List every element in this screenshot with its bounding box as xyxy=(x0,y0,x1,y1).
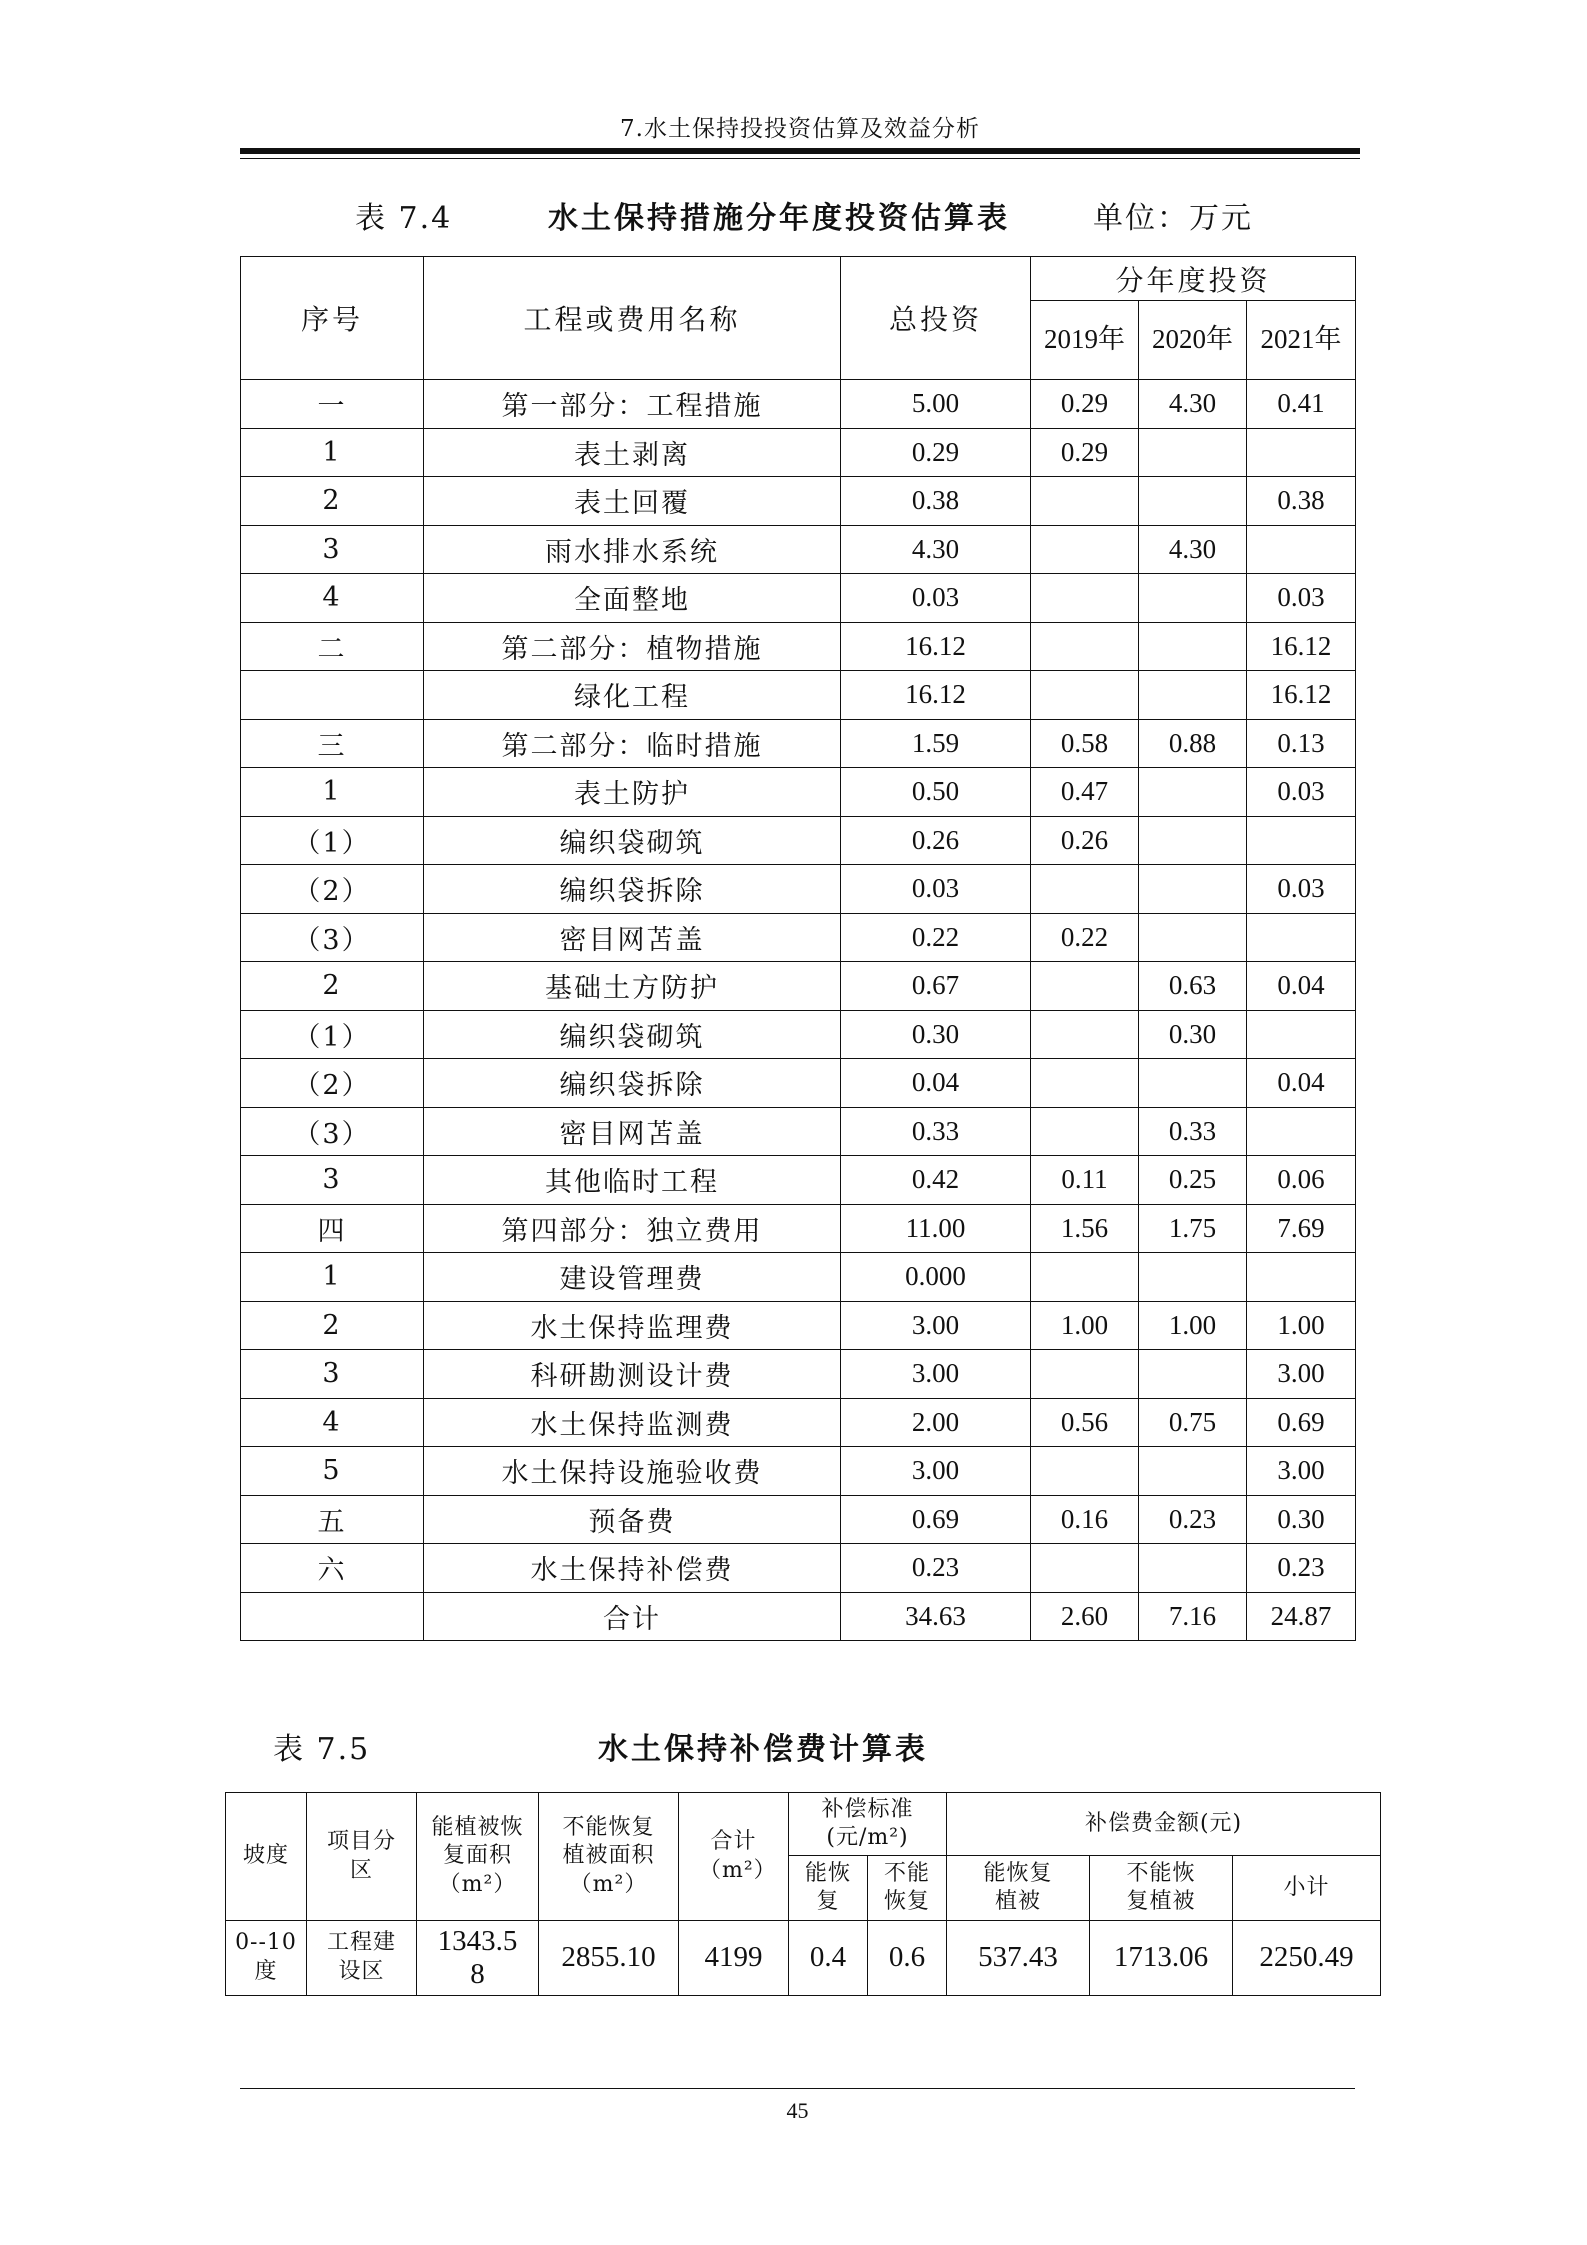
cell-total: 3.00 xyxy=(841,1301,1031,1350)
cell-seq: 3 xyxy=(241,525,424,574)
cell-2019 xyxy=(1031,962,1139,1011)
t75-cell-unrestorable-area: 2855.10 xyxy=(539,1921,679,1996)
cell-2019 xyxy=(1031,865,1139,914)
t75-cell-subtotal: 2250.49 xyxy=(1233,1921,1381,1996)
cell-seq: 1 xyxy=(241,428,424,477)
cell-2020: 4.30 xyxy=(1139,525,1247,574)
header-rule-thick xyxy=(240,148,1360,154)
cell-2020 xyxy=(1139,768,1247,817)
cell-2019: 2.60 xyxy=(1031,1592,1139,1641)
cell-name: 科研勘测设计费 xyxy=(424,1350,841,1399)
cell-name: 编织袋砌筑 xyxy=(424,816,841,865)
cell-2021: 0.30 xyxy=(1247,1495,1356,1544)
cell-seq: 2 xyxy=(241,1301,424,1350)
t75-cell-sum-area: 4199 xyxy=(679,1921,789,1996)
cell-2019 xyxy=(1031,1447,1139,1496)
cell-name: 水土保持设施验收费 xyxy=(424,1447,841,1496)
footer-rule xyxy=(240,2088,1355,2089)
page-number: 45 xyxy=(786,2098,809,2123)
cell-seq: 五 xyxy=(241,1495,424,1544)
cell-2021 xyxy=(1247,525,1356,574)
cell-total: 2.00 xyxy=(841,1398,1031,1447)
cell-2021: 3.00 xyxy=(1247,1350,1356,1399)
table-row xyxy=(241,1010,1356,1059)
header-seq: 序号 xyxy=(241,257,424,380)
cell-2020: 1.00 xyxy=(1139,1301,1247,1350)
cell-2019: 0.29 xyxy=(1031,428,1139,477)
cell-2021: 0.06 xyxy=(1247,1156,1356,1205)
cell-total: 0.42 xyxy=(841,1156,1031,1205)
cell-2020 xyxy=(1139,477,1247,526)
cell-2021: 0.03 xyxy=(1247,768,1356,817)
cell-name: 编织袋拆除 xyxy=(424,1059,841,1108)
cell-name: 第四部分：独立费用 xyxy=(424,1204,841,1253)
table-row xyxy=(241,1447,1356,1496)
cell-2020 xyxy=(1139,816,1247,865)
table-row xyxy=(241,1059,1356,1108)
cell-2021: 7.69 xyxy=(1247,1204,1356,1253)
t75-header-sum-area: 合计（m²） xyxy=(679,1793,789,1921)
cell-2020: 0.88 xyxy=(1139,719,1247,768)
cell-name: 密目网苫盖 xyxy=(424,913,841,962)
cell-name: 第二部分：临时措施 xyxy=(424,719,841,768)
cell-2021 xyxy=(1247,816,1356,865)
cell-seq: 三 xyxy=(241,719,424,768)
cell-2020 xyxy=(1139,428,1247,477)
cell-2021 xyxy=(1247,428,1356,477)
cell-2021: 16.12 xyxy=(1247,622,1356,671)
table-row xyxy=(241,719,1356,768)
cell-name: 表土剥离 xyxy=(424,428,841,477)
cell-2019 xyxy=(1031,1059,1139,1108)
cell-seq: （2） xyxy=(241,865,424,914)
cell-2021: 0.69 xyxy=(1247,1398,1356,1447)
cell-2019: 0.56 xyxy=(1031,1398,1139,1447)
header-2021: 2021年 xyxy=(1247,301,1356,380)
table-row xyxy=(241,1107,1356,1156)
table-row xyxy=(241,768,1356,817)
cell-seq xyxy=(241,671,424,720)
t75-header-zone: 项目分区 xyxy=(307,1793,417,1921)
cell-2019 xyxy=(1031,1253,1139,1302)
table-row xyxy=(241,816,1356,865)
cell-total: 16.12 xyxy=(841,622,1031,671)
table-row xyxy=(241,525,1356,574)
cell-seq: 四 xyxy=(241,1204,424,1253)
cell-2019 xyxy=(1031,622,1139,671)
cell-2020: 0.30 xyxy=(1139,1010,1247,1059)
cell-name: 绿化工程 xyxy=(424,671,841,720)
cell-2019 xyxy=(1031,477,1139,526)
cell-2021: 0.23 xyxy=(1247,1544,1356,1593)
cell-total: 16.12 xyxy=(841,671,1031,720)
cell-2021: 16.12 xyxy=(1247,671,1356,720)
table75-title: 水土保持补偿费计算表 xyxy=(598,1732,928,1767)
header-rule-thin xyxy=(240,158,1360,159)
cell-name: 水土保持补偿费 xyxy=(424,1544,841,1593)
cell-2021: 24.87 xyxy=(1247,1592,1356,1641)
cell-seq: （2） xyxy=(241,1059,424,1108)
cell-2020 xyxy=(1139,1544,1247,1593)
cell-2020: 0.63 xyxy=(1139,962,1247,1011)
cell-name: 编织袋砌筑 xyxy=(424,1010,841,1059)
cell-total: 0.30 xyxy=(841,1010,1031,1059)
cell-2019: 0.58 xyxy=(1031,719,1139,768)
table-row xyxy=(241,1301,1356,1350)
cell-total: 0.04 xyxy=(841,1059,1031,1108)
cell-2020: 4.30 xyxy=(1139,380,1247,429)
t75-header-amount: 补偿费金额(元) xyxy=(947,1793,1381,1856)
table-row xyxy=(241,380,1356,429)
cell-2019 xyxy=(1031,525,1139,574)
cell-2020: 0.75 xyxy=(1139,1398,1247,1447)
table-row xyxy=(241,1253,1356,1302)
cell-2019 xyxy=(1031,671,1139,720)
cell-total: 0.67 xyxy=(841,962,1031,1011)
cell-total: 3.00 xyxy=(841,1447,1031,1496)
cell-seq: （1） xyxy=(241,816,424,865)
cell-2019: 0.47 xyxy=(1031,768,1139,817)
cell-seq: 3 xyxy=(241,1156,424,1205)
cell-2021 xyxy=(1247,1107,1356,1156)
cell-total: 1.59 xyxy=(841,719,1031,768)
cell-2020: 0.25 xyxy=(1139,1156,1247,1205)
t75-header-amt-unrestorable: 不能恢复植被 xyxy=(1090,1856,1233,1921)
cell-2020 xyxy=(1139,1447,1247,1496)
table-row xyxy=(241,428,1356,477)
cell-2019 xyxy=(1031,574,1139,623)
cell-2020 xyxy=(1139,622,1247,671)
cell-2021: 0.04 xyxy=(1247,1059,1356,1108)
table-row xyxy=(241,1398,1356,1447)
cell-2019 xyxy=(1031,1350,1139,1399)
cell-seq: 4 xyxy=(241,1398,424,1447)
cell-2021 xyxy=(1247,1010,1356,1059)
cell-2019 xyxy=(1031,1544,1139,1593)
cell-2021: 0.03 xyxy=(1247,574,1356,623)
table-row xyxy=(241,865,1356,914)
cell-2020 xyxy=(1139,671,1247,720)
t75-header-unrestorable-area: 不能恢复植被面积（m²） xyxy=(539,1793,679,1921)
cell-name: 表土防护 xyxy=(424,768,841,817)
table-row xyxy=(241,1204,1356,1253)
cell-total: 0.000 xyxy=(841,1253,1031,1302)
cell-total: 0.22 xyxy=(841,913,1031,962)
table-row xyxy=(241,671,1356,720)
cell-name: 预备费 xyxy=(424,1495,841,1544)
cell-total: 0.03 xyxy=(841,574,1031,623)
cell-2020: 7.16 xyxy=(1139,1592,1247,1641)
cell-total: 0.33 xyxy=(841,1107,1031,1156)
cell-name: 水土保持监测费 xyxy=(424,1398,841,1447)
cell-2021: 0.13 xyxy=(1247,719,1356,768)
cell-total: 0.50 xyxy=(841,768,1031,817)
table74-unit: 单位：万元 xyxy=(1093,201,1253,236)
cell-2021: 1.00 xyxy=(1247,1301,1356,1350)
cell-seq: 2 xyxy=(241,477,424,526)
cell-2019 xyxy=(1031,1107,1139,1156)
table-row xyxy=(241,962,1356,1011)
cell-2019 xyxy=(1031,1010,1139,1059)
cell-name: 基础土方防护 xyxy=(424,962,841,1011)
t75-cell-amt-unrestorable: 1713.06 xyxy=(1090,1921,1233,1996)
cell-name: 全面整地 xyxy=(424,574,841,623)
cell-2021: 0.41 xyxy=(1247,380,1356,429)
t75-header-amt-restorable: 能恢复植被 xyxy=(947,1856,1090,1921)
header-yearly: 分年度投资 xyxy=(1031,257,1356,301)
cell-total: 0.29 xyxy=(841,428,1031,477)
t75-cell-zone: 工程建设区 xyxy=(307,1921,417,1996)
cell-total: 0.69 xyxy=(841,1495,1031,1544)
table-row xyxy=(241,622,1356,671)
cell-name: 编织袋拆除 xyxy=(424,865,841,914)
header-name: 工程或费用名称 xyxy=(424,257,841,380)
cell-2021: 0.04 xyxy=(1247,962,1356,1011)
cell-name: 表土回覆 xyxy=(424,477,841,526)
cell-name: 其他临时工程 xyxy=(424,1156,841,1205)
t75-header-restorable-area: 能植被恢复面积（m²） xyxy=(417,1793,539,1921)
cell-2021: 0.03 xyxy=(1247,865,1356,914)
cell-2020: 1.75 xyxy=(1139,1204,1247,1253)
cell-2020 xyxy=(1139,913,1247,962)
cell-2019: 1.56 xyxy=(1031,1204,1139,1253)
cell-seq: （3） xyxy=(241,913,424,962)
cell-2019: 0.11 xyxy=(1031,1156,1139,1205)
cell-seq: （3） xyxy=(241,1107,424,1156)
cell-name: 密目网苫盖 xyxy=(424,1107,841,1156)
cell-2019: 0.29 xyxy=(1031,380,1139,429)
cell-seq: 二 xyxy=(241,622,424,671)
cell-seq: 1 xyxy=(241,1253,424,1302)
cell-total: 3.00 xyxy=(841,1350,1031,1399)
table-row xyxy=(241,574,1356,623)
table-row xyxy=(241,1544,1356,1593)
cell-2021 xyxy=(1247,913,1356,962)
page-header: 7.水土保持投投资估算及效益分析 xyxy=(620,116,980,142)
t75-cell-slope: 0--10度 xyxy=(226,1921,307,1996)
cell-seq: 2 xyxy=(241,962,424,1011)
cell-total: 0.38 xyxy=(841,477,1031,526)
table74-title: 水土保持措施分年度投资估算表 xyxy=(548,201,1010,236)
cell-seq: （1） xyxy=(241,1010,424,1059)
t75-header-slope: 坡度 xyxy=(226,1793,307,1921)
header-2019: 2019年 xyxy=(1031,301,1139,380)
cell-2021: 0.38 xyxy=(1247,477,1356,526)
t75-cell-std-restorable: 0.4 xyxy=(789,1921,868,1996)
cell-total: 34.63 xyxy=(841,1592,1031,1641)
cell-seq xyxy=(241,1592,424,1641)
cell-2019: 0.26 xyxy=(1031,816,1139,865)
t75-header-subtotal: 小计 xyxy=(1233,1856,1381,1921)
cell-2020 xyxy=(1139,1253,1247,1302)
cell-name: 建设管理费 xyxy=(424,1253,841,1302)
t75-header-std-unrestorable: 不能恢复 xyxy=(868,1856,947,1921)
cell-name: 第一部分：工程措施 xyxy=(424,380,841,429)
cell-2019: 0.16 xyxy=(1031,1495,1139,1544)
table-row xyxy=(241,913,1356,962)
cell-2019: 1.00 xyxy=(1031,1301,1139,1350)
cell-2020: 0.23 xyxy=(1139,1495,1247,1544)
cell-2020 xyxy=(1139,574,1247,623)
cell-2020 xyxy=(1139,865,1247,914)
table-row xyxy=(241,1156,1356,1205)
cell-2021 xyxy=(1247,1253,1356,1302)
cell-total: 0.26 xyxy=(841,816,1031,865)
t75-header-std-restorable: 能恢复 xyxy=(789,1856,868,1921)
cell-seq: 5 xyxy=(241,1447,424,1496)
cell-name: 雨水排水系统 xyxy=(424,525,841,574)
cell-seq: 3 xyxy=(241,1350,424,1399)
t75-header-standard: 补偿标准(元/m²) xyxy=(789,1793,947,1856)
table-row xyxy=(241,1350,1356,1399)
table-row xyxy=(241,1495,1356,1544)
cell-total: 11.00 xyxy=(841,1204,1031,1253)
cell-name: 合计 xyxy=(424,1592,841,1641)
cell-total: 0.23 xyxy=(841,1544,1031,1593)
cell-total: 5.00 xyxy=(841,380,1031,429)
cell-2020: 0.33 xyxy=(1139,1107,1247,1156)
t75-cell-amt-restorable: 537.43 xyxy=(947,1921,1090,1996)
header-2020: 2020年 xyxy=(1139,301,1247,380)
cell-2020 xyxy=(1139,1350,1247,1399)
cell-total: 0.03 xyxy=(841,865,1031,914)
cell-2021: 3.00 xyxy=(1247,1447,1356,1496)
table-row xyxy=(241,1592,1356,1641)
cell-name: 第二部分：植物措施 xyxy=(424,622,841,671)
cell-seq: 1 xyxy=(241,768,424,817)
table-row xyxy=(241,477,1356,526)
t75-cell-std-unrestorable: 0.6 xyxy=(868,1921,947,1996)
cell-seq: 六 xyxy=(241,1544,424,1593)
table75-number: 表 7.5 xyxy=(273,1732,371,1767)
header-total: 总投资 xyxy=(841,257,1031,380)
cell-name: 水土保持监理费 xyxy=(424,1301,841,1350)
cell-seq: 一 xyxy=(241,380,424,429)
t75-cell-restorable-area: 1343.58 xyxy=(417,1921,539,1996)
table74-number: 表 7.4 xyxy=(355,201,453,236)
table75 xyxy=(225,1792,1381,1996)
cell-total: 4.30 xyxy=(841,525,1031,574)
table74 xyxy=(240,256,1356,1641)
cell-2019: 0.22 xyxy=(1031,913,1139,962)
cell-seq: 4 xyxy=(241,574,424,623)
cell-2020 xyxy=(1139,1059,1247,1108)
